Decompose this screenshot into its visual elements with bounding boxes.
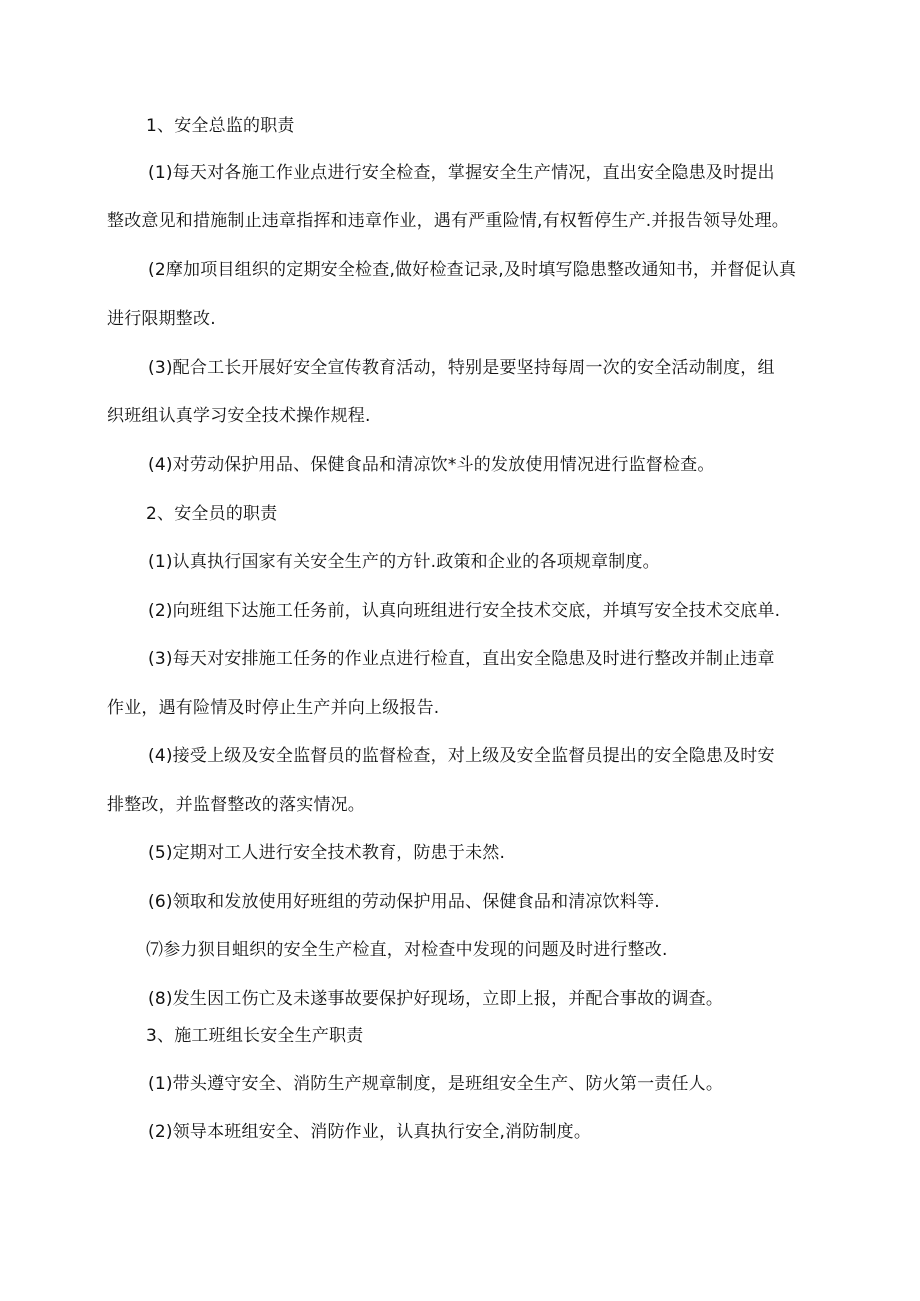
section-1-item-2-line-2: 进行限期整改. bbox=[107, 309, 216, 329]
section-1-item-2-line-1: (2摩加项目组织的定期安全检查,做好检查记录,及时填写隐患整改通知书，并督促认真 bbox=[148, 260, 797, 280]
section-2-item-4-line-1: (4)接受上级及安全监督员的监督检查，对上级及安全监督员提出的安全隐患及时安 bbox=[148, 746, 775, 766]
section-2-item-8-line-1: (8)发生因工伤亡及未遂事故要保护好现场，立即上报，并配合事故的调查。 bbox=[148, 989, 724, 1009]
section-2-title: 2、安全员的职责 bbox=[146, 504, 278, 524]
section-2-item-3-line-2: 作业，遇有险情及时停止生产并向上级报告. bbox=[107, 698, 440, 718]
section-1-item-3-line-1: (3)配合工长开展好安全宣传教育活动，特别是要坚持每周一次的安全活动制度，组 bbox=[148, 358, 775, 378]
section-1-item-1-line-1: (1)每天对各施工作业点进行安全检查，掌握安全生产情况，直出安全隐患及时提出 bbox=[148, 163, 775, 183]
section-2-item-4-line-2: 排整改，并监督整改的落实情况。 bbox=[107, 795, 365, 815]
section-3-title: 3、施工班组长安全生产职责 bbox=[146, 1026, 364, 1046]
section-1-title: 1、安全总监的职责 bbox=[146, 116, 295, 136]
section-1-item-1-line-2: 整改意见和措施制止违章指挥和违章作业，遇有严重险情,有权暂停生产.并报告领导处理。 bbox=[107, 211, 790, 231]
section-2-item-3-line-1: (3)每天对安排施工任务的作业点进行检直，直出安全隐患及时进行整改并制止违章 bbox=[148, 649, 775, 669]
section-2-item-5-line-1: (5)定期对工人进行安全技术教育，防患于未然. bbox=[148, 843, 506, 863]
section-2-item-1-line-1: (1)认真执行国家有关安全生产的方针.政策和企业的各项规章制度。 bbox=[148, 552, 660, 572]
section-2-item-6-line-1: (6)领取和发放使用好班组的劳动保护用品、保健食品和清凉饮料等. bbox=[148, 892, 660, 912]
section-2-item-7-line-1: ⑺参力狈目蛆织的安全生产检直，对检查中发现的问题及时进行整改. bbox=[146, 940, 668, 960]
section-3-item-2-line-1: (2)领导本班组安全、消防作业，认真执行安全,消防制度。 bbox=[148, 1122, 592, 1142]
section-1-item-3-line-2: 织班组认真学习安全技术操作规程. bbox=[107, 406, 371, 426]
section-3-item-1-line-1: (1)带头遵守安全、消防生产规章制度，是班组安全生产、防火第一责任人。 bbox=[148, 1074, 724, 1094]
section-2-item-2-line-1: (2)向班组下达施工任务前，认真向班组进行安全技术交底，并填写安全技术交底单. bbox=[148, 601, 781, 621]
section-1-item-4-line-1: (4)对劳动保护用品、保健食品和清凉饮*斗的发放使用情况进行监督检查。 bbox=[148, 455, 715, 475]
